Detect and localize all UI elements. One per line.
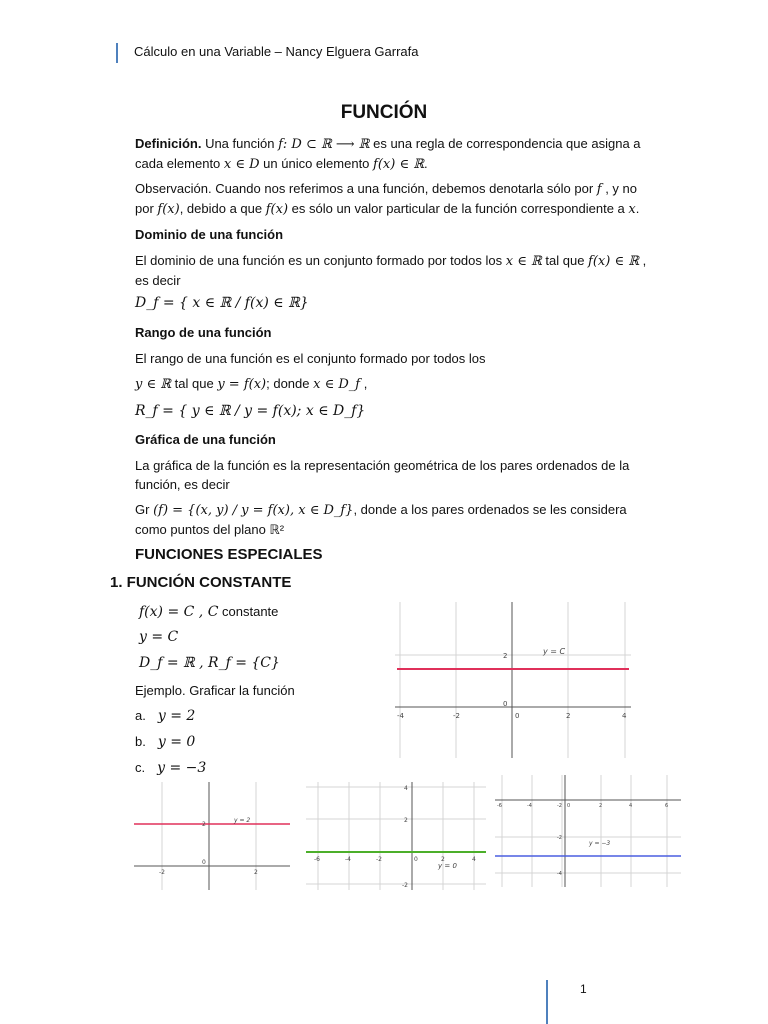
domain-paragraph (135, 251, 646, 290)
range-text: tal que (171, 376, 218, 391)
tick-label: -6 (497, 803, 502, 809)
item-label: b. (135, 734, 146, 749)
tick-label: 2 (404, 817, 408, 824)
math-expression: f (596, 182, 602, 197)
math-expression: x ∈ ℝ (505, 254, 542, 269)
math-expression: x (628, 202, 636, 217)
graph-y-equals-2 (134, 782, 290, 890)
observation-text: es sólo un valor particular de la función correspondiente a (288, 201, 629, 216)
math-expression: (f) = {(x, y) / y = f(x), x ∈ D_f} (153, 503, 354, 518)
tick-label: 4 (629, 803, 633, 809)
tick-label: 0 (202, 859, 206, 866)
line-label: y = 2 (234, 817, 251, 824)
tick-label: 2 (503, 652, 508, 660)
math-expression: f: D ⊂ ℝ ⟶ ℝ (278, 137, 370, 152)
observation-text: por (135, 201, 158, 216)
constant-definition (139, 602, 278, 622)
example-item-c (135, 758, 206, 778)
grid (395, 602, 631, 758)
running-header: Cálculo en una Variable – Nancy Elguera Garrafa (134, 44, 419, 59)
graph-definition-formula (135, 500, 627, 539)
graph-text: La gráfica de la función es la representación geométrica de los pares ordenados de la (135, 458, 630, 473)
observation-text: Observación. Cuando nos referimos a una función, debemos denotarla sólo por (135, 181, 597, 196)
tick-label: -4 (345, 856, 351, 863)
tick-label: 0 (414, 856, 418, 863)
grid (134, 782, 290, 890)
graph-y-equals-0 (306, 782, 486, 890)
line-label: y = C (543, 647, 566, 656)
tick-label: 2 (202, 821, 206, 828)
tick-label: -2 (453, 712, 460, 720)
graph-y-equals-minus-3 (495, 775, 681, 887)
range-heading: Rango de una función (135, 325, 272, 340)
item-label: a. (135, 708, 146, 723)
graph-y-equals-c (395, 602, 631, 758)
page-number: 1 (580, 982, 587, 996)
range-text: , (360, 376, 368, 391)
tick-label: -6 (314, 856, 320, 863)
grid (306, 782, 486, 890)
graph-text: , donde a los pares ordenados se les considera (353, 502, 627, 517)
graph-text: Gr (135, 502, 154, 517)
graph-definition-paragraph (135, 456, 629, 494)
tick-label: -4 (557, 871, 562, 877)
graph-text: como puntos del plano ℝ² (135, 522, 285, 537)
tick-label: 2 (441, 856, 445, 863)
footer-accent-bar (546, 980, 548, 1024)
math-expression: y = f(x) (217, 377, 267, 392)
header-accent-bar (116, 43, 118, 63)
constant-domain-range: D_f = ℝ , R_f = {C} (139, 655, 280, 671)
math-expression: x ∈ D (223, 157, 260, 172)
example-item-a (135, 706, 195, 726)
math-expression: f(x) ∈ ℝ (588, 254, 640, 269)
tick-label: 4 (472, 856, 476, 863)
tick-label: 4 (622, 712, 627, 720)
example-item-b (135, 732, 195, 752)
tick-label: 0 (515, 712, 520, 720)
tick-label: -4 (527, 803, 532, 809)
definition-text: . (424, 156, 428, 171)
math-expression: f(x) = C , C (139, 604, 219, 620)
item-label: c. (135, 760, 146, 775)
graph-text: función, es decir (135, 477, 230, 492)
observation-text: , debido a que (179, 201, 266, 216)
range-line-2 (135, 374, 367, 394)
range-text: ; donde (266, 376, 314, 391)
tick-label: 2 (254, 869, 258, 876)
definition-label: Definición. (135, 136, 202, 151)
observation-text: . (635, 201, 640, 216)
math-expression: y = 2 (157, 708, 196, 724)
tick-label: -4 (397, 712, 404, 720)
example-text: Ejemplo. Graficar la función (135, 683, 295, 698)
tick-label: 6 (665, 803, 669, 809)
math-expression: f(x) (157, 202, 180, 217)
definition-paragraph (135, 134, 641, 174)
special-functions-heading: FUNCIONES ESPECIALES (135, 546, 323, 563)
line-label: y = −3 (589, 840, 611, 847)
observation-text: , y no (601, 181, 638, 196)
definition-text: un único elemento (259, 156, 374, 171)
line-label: y = 0 (438, 862, 457, 870)
math-expression: f(x) ∈ ℝ (373, 157, 425, 172)
domain-formula: D_f = { x ∈ ℝ / f(x) ∈ ℝ} (135, 295, 309, 311)
definition-text: cada elemento (135, 156, 224, 171)
tick-label: 2 (599, 803, 603, 809)
constant-equation: y = C (139, 629, 179, 645)
graph-heading: Gráfica de una función (135, 432, 276, 447)
observation-paragraph (135, 179, 639, 219)
range-line-1: El rango de una función es el conjunto formado por todos los (135, 351, 486, 366)
tick-label: 0 (567, 803, 571, 809)
domain-text: es decir (135, 273, 181, 288)
definition-text: es una regla de correspondencia que asigna a (369, 136, 641, 151)
domain-text: tal que (541, 253, 589, 268)
tick-label: 4 (404, 785, 408, 792)
domain-text: El dominio de una función es un conjunto formado por todos los (135, 253, 506, 268)
domain-text: , (639, 253, 647, 268)
constant-function-heading: 1. FUNCIÓN CONSTANTE (110, 574, 292, 591)
tick-label: -2 (159, 869, 165, 876)
math-expression: y = 0 (157, 734, 196, 750)
tick-label: -2 (402, 882, 408, 889)
grid (495, 775, 681, 887)
math-expression: f(x) (265, 202, 289, 217)
math-expression: y = −3 (157, 760, 207, 776)
range-formula: R_f = { y ∈ ℝ / y = f(x); x ∈ D_f} (135, 403, 366, 419)
tick-label: -2 (557, 835, 562, 841)
math-expression: y ∈ ℝ (135, 377, 172, 392)
tick-label: 0 (503, 700, 508, 708)
tick-label: -2 (376, 856, 382, 863)
tick-label: -2 (557, 803, 562, 809)
math-expression: x ∈ D_f (313, 377, 361, 392)
constant-text: constante (218, 604, 279, 619)
tick-label: 2 (566, 712, 571, 720)
page-title: FUNCIÓN (340, 102, 428, 123)
domain-heading: Dominio de una función (135, 227, 284, 242)
definition-text: Una función (201, 136, 279, 151)
